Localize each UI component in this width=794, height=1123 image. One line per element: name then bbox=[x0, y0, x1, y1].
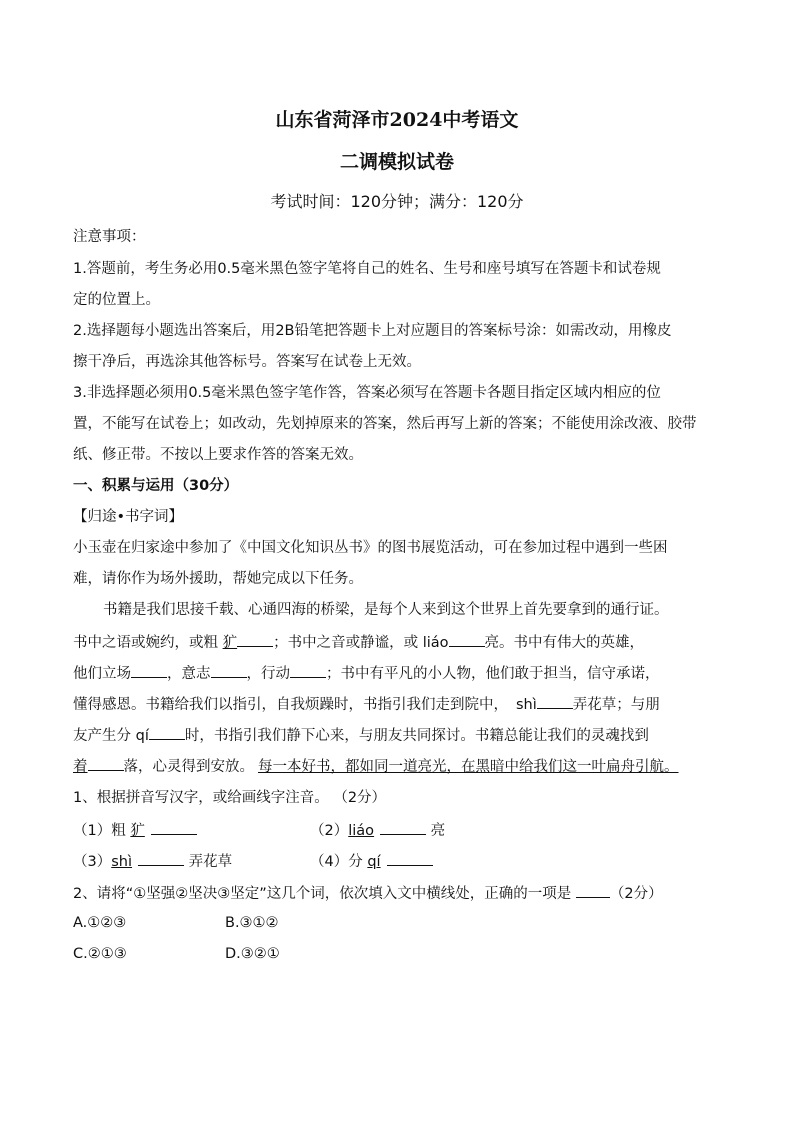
answer-blank[interactable] bbox=[576, 882, 610, 898]
underlined-sentence: 每一本好书，都如同一道亮光，在黑暗中给我们这一叶扁舟引航。 bbox=[258, 759, 679, 775]
blank-line bbox=[537, 693, 573, 709]
passage-line-1: 书籍是我们思接千载、心通四海的桥梁，是每个人来到这个世界上首先要拿到的通行证。 bbox=[103, 602, 669, 618]
blank-line bbox=[237, 631, 273, 647]
item-tail: 弄花草 bbox=[184, 854, 233, 870]
item-label: （4）分 bbox=[310, 854, 368, 870]
blank-line bbox=[211, 662, 247, 678]
passage-text: 他们立场 bbox=[73, 666, 131, 682]
passage-line-4 bbox=[73, 693, 660, 715]
option-c[interactable]: C.②①③ bbox=[73, 946, 127, 962]
question-1-item-1 bbox=[73, 819, 197, 841]
passage-text: ，意志 bbox=[167, 666, 211, 682]
passage-text: 弄花草；与朋 bbox=[572, 697, 660, 713]
blank-line bbox=[88, 755, 124, 771]
pinyin-text: shì bbox=[111, 854, 133, 870]
notice-line-6: 置，不能写在试卷上；如改动，先划掉原来的答案，然后再写上新的答案；不能使用涂改液、胶带 bbox=[73, 416, 697, 432]
exam-subtitle: 二调模拟试卷 bbox=[339, 151, 454, 173]
passage-text: ，行动 bbox=[246, 666, 290, 682]
question-1-stem: 1、根据拼音写汉字，或给画线字注音。 （2分） bbox=[73, 790, 387, 806]
option-b[interactable]: B.③①② bbox=[225, 915, 279, 931]
notice-line-3: 2.选择题每小题选出答案后，用2B铅笔把答题卡上对应题目的答案标号涂：如需改动，用橡皮 bbox=[73, 323, 672, 339]
question-1-item-3 bbox=[73, 850, 232, 872]
intro-line-1: 小玉壶在归家途中参加了《中国文化知识丛书》的图书展览活动，可在参加过程中遇到一些困 bbox=[73, 540, 668, 556]
blank-line bbox=[149, 724, 185, 740]
passage-text: 懂得感恩。书籍给我们以指引，自我烦躁时，书指引我们走到院中， bbox=[73, 697, 508, 713]
notice-heading: 注意事项： bbox=[73, 229, 146, 245]
answer-blank[interactable] bbox=[151, 819, 197, 835]
underlined-char: 犷 bbox=[222, 635, 238, 651]
passage-text: 友产生分 qí bbox=[73, 728, 149, 744]
notice-line-2: 定的位置上。 bbox=[73, 292, 160, 308]
passage-text: 落，心灵得到安放。 bbox=[123, 759, 254, 775]
passage-line-6 bbox=[73, 755, 679, 777]
option-d[interactable]: D.③②① bbox=[225, 946, 280, 962]
answer-blank[interactable] bbox=[387, 850, 433, 866]
passage-text: 时，书指引我们静下心来，与朋友共同探讨。书籍总能让我们的灵魂找到 bbox=[184, 728, 649, 744]
exam-title: 山东省菏泽市2024中考语文 bbox=[275, 109, 519, 131]
notice-line-4: 擦干净后，再选涂其他答标号。答案写在试卷上无效。 bbox=[73, 354, 421, 370]
question-1-item-2 bbox=[310, 819, 445, 841]
pinyin-text: qí bbox=[367, 854, 381, 870]
item-label: （3） bbox=[73, 854, 112, 870]
notice-line-5: 3.非选择题必须用0.5毫米黑色签字笔作答，答案必须写在答题卡各题目指定区域内相应的位 bbox=[73, 385, 661, 401]
passage-text: 书中之语或婉约，或粗 bbox=[73, 635, 223, 651]
blank-line bbox=[449, 631, 485, 647]
intro-line-2: 难，请你作为场外援助，帮她完成以下任务。 bbox=[73, 571, 363, 587]
passage-text: ；书中有平凡的小人物，他们敢于担当，信守承诺， bbox=[326, 666, 660, 682]
underlined-char: 着 bbox=[73, 759, 88, 775]
pinyin-text: shì bbox=[516, 697, 537, 713]
question-2-stem bbox=[73, 882, 663, 904]
exam-time-info: 考试时间：120分钟；满分：120分 bbox=[270, 192, 524, 211]
answer-blank[interactable] bbox=[380, 819, 426, 835]
passage-line-3 bbox=[73, 662, 660, 684]
blank-line bbox=[290, 662, 326, 678]
passage-text: 亮。书中有伟大的英雄， bbox=[484, 635, 645, 651]
question-score: （2分） bbox=[609, 886, 663, 902]
passage-line-2 bbox=[73, 631, 644, 653]
task-title: 【归途•书字词】 bbox=[73, 509, 184, 525]
section-heading: 一、积累与运用（30分） bbox=[73, 478, 239, 494]
item-label: （2） bbox=[310, 823, 349, 839]
passage-line-5 bbox=[73, 724, 649, 746]
option-a[interactable]: A.①②③ bbox=[73, 915, 127, 931]
underlined-char: 犷 bbox=[130, 823, 145, 839]
question-1-item-4 bbox=[310, 850, 433, 872]
passage-text: ；书中之音或静谧，或 liáo bbox=[273, 635, 449, 651]
pinyin-text: liáo bbox=[348, 823, 375, 839]
blank-line bbox=[131, 662, 167, 678]
item-tail: 亮 bbox=[426, 823, 446, 839]
item-label: （1）粗 bbox=[73, 823, 131, 839]
answer-blank[interactable] bbox=[138, 850, 184, 866]
notice-line-1: 1.答题前，考生务必用0.5毫米黑色签字笔将自己的姓名、生号和座号填写在答题卡和试卷规 bbox=[73, 261, 661, 277]
question-text: 2、请将“①坚强②坚决③坚定”这几个词，依次填入文中横线处，正确的一项是 bbox=[73, 886, 576, 902]
notice-line-7: 纸、修正带。不按以上要求作答的答案无效。 bbox=[73, 447, 363, 463]
